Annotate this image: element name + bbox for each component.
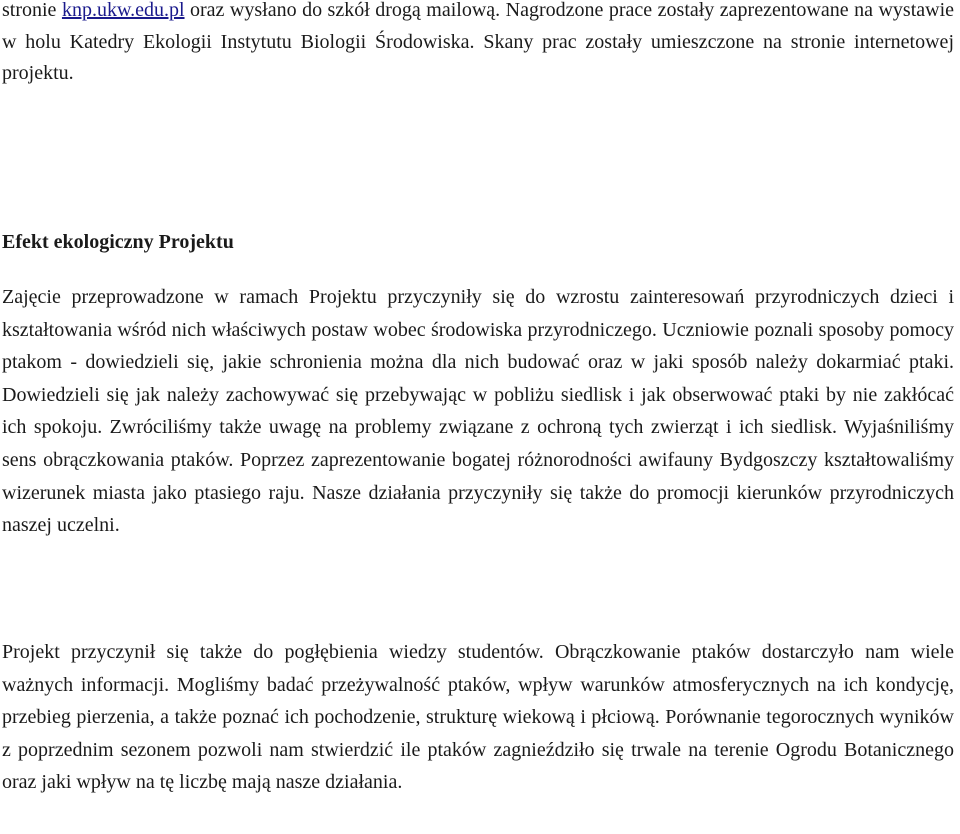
intro-paragraph bbox=[2, 0, 954, 90]
body-paragraph-1: Zajęcie przeprowadzone w ramach Projektu przyczyniły się do wzrostu zainteresowań przyrodniczych dzieci i kształtowania wśród nich właściwych postaw wobec środowiska przyrodniczego. Uczniowie poznali sposoby pomocy ptakom - dowiedzieli się, jakie schronienia można dla nich budować oraz w jaki sposób należy dokarmiać ptaki. Dowiedzieli się jak należy zachowywać się przebywając w pobliżu siedlisk i jak obserwować ptaki by nie zakłócać ich spokoju. Zwróciliśmy także uwagę na problemy związane z ochroną tych zwierząt i ich siedlisk. Wyjaśniliśmy sens obrączkowania ptaków. Poprzez zaprezentowanie bogatej różnorodności awifauny Bydgoszczy kształtowaliśmy wizerunek miasta jako ptasiego raju. Nasze działania przyczyniły się także do promocji kierunków przyrodniczych naszej uczelni. bbox=[2, 286, 954, 537]
section-heading: Efekt ekologiczny Projektu bbox=[2, 231, 234, 253]
body-paragraph-2: Projekt przyczynił się także do pogłębienia wiedzy studentów. Obrączkowanie ptaków dostarczyło nam wiele ważnych informacji. Mogliśmy badać przeżywalność ptaków, wpływ warunków atmosferycznych na ich kondycję, przebieg pierzenia, a także poznać ich pochodzenie, strukturę wiekową i płciową. Porównanie tegorocznych wyników z poprzednim sezonem pozwoli nam stwierdzić ile ptaków zagnieździło się trwale na terenie Ogrodu Botanicznego oraz jaki wpływ na tę liczbę mają nasze działania. bbox=[2, 641, 954, 794]
intro-text-end: oraz wysłano do szkół drogą mailową. Nagrodzone prace zostały zaprezentowane na wystawie w holu Katedry Ekologii Instytutu Biologii Środowiska. Skany prac zostały umieszczone na stronie internetowej projektu. bbox=[2, 0, 954, 84]
project-website-link[interactable]: knp.ukw.edu.pl bbox=[61, 0, 185, 21]
intro-text-start: stronie bbox=[2, 0, 62, 21]
